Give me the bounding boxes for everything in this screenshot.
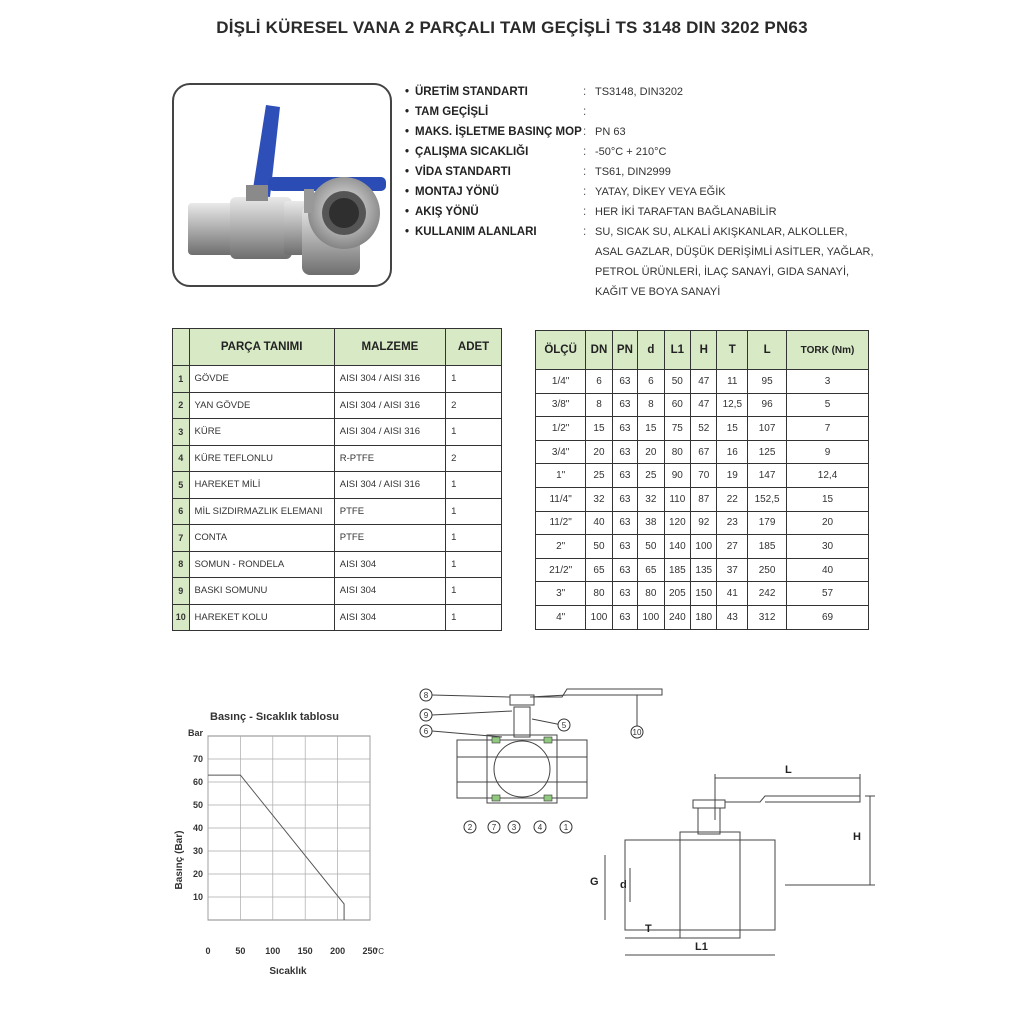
part-qty: 1: [446, 419, 502, 446]
dim-label-d: d: [620, 879, 627, 891]
dims-cell: 7: [787, 417, 869, 441]
size-cell: 3": [536, 582, 586, 606]
dims-cell: 15: [586, 417, 612, 441]
dims-cell: 240: [664, 605, 690, 629]
dims-cell: 69: [787, 605, 869, 629]
part-material: PTFE: [334, 498, 445, 525]
dims-cell: 312: [748, 605, 787, 629]
size-cell: 3/4": [536, 440, 586, 464]
part-name: HAREKET MİLİ: [189, 472, 334, 499]
spec-label: VİDA STANDARTI: [415, 166, 511, 178]
pressure-curve: [208, 775, 344, 920]
spec-label: ÜRETİM STANDARTI: [415, 86, 528, 98]
dims-cell: 63: [612, 464, 637, 488]
dims-row: [536, 417, 869, 441]
valve-photo-frame: [172, 83, 392, 287]
y-tick-label: 50: [192, 800, 203, 810]
dims-cell: 63: [612, 535, 637, 559]
part-number: 7: [173, 525, 190, 552]
callout-label: 5: [561, 721, 567, 730]
dims-cell: 38: [638, 511, 664, 535]
dims-cell: 205: [664, 582, 690, 606]
part-name: YAN GÖVDE: [189, 392, 334, 419]
part-name: GÖVDE: [189, 366, 334, 393]
dims-cell: 65: [586, 558, 612, 582]
part-material: PTFE: [334, 525, 445, 552]
x-tick-label: 0: [205, 946, 211, 956]
dims-cell: 11: [717, 370, 748, 394]
y-tick-label: 60: [192, 777, 203, 787]
dims-cell: 5: [787, 393, 869, 417]
spec-row: • KULLANIM ALANLARI : SU, SICAK SU, ALKALİ AKIŞKANLAR, ALKOLLER,: [405, 222, 925, 242]
spec-label: KULLANIM ALANLARI: [415, 226, 537, 238]
parts-header-row: [173, 329, 502, 366]
part-qty: 1: [446, 366, 502, 393]
parts-header-number: [173, 329, 190, 366]
spec-value: TS61, DIN2999: [595, 166, 671, 178]
dims-row: [536, 605, 869, 629]
spec-value-continued: ASAL GAZLAR, DÜŞÜK DERİŞİMLİ ASİTLER, YAĞLAR,: [595, 246, 874, 258]
dims-cell: 70: [691, 464, 717, 488]
part-qty: 1: [446, 472, 502, 499]
dims-header-cell: TORK (Nm): [787, 331, 869, 370]
dims-cell: 135: [691, 558, 717, 582]
dims-cell: 9: [787, 440, 869, 464]
spec-value: PN 63: [595, 126, 626, 138]
part-material: AISI 304 / AISI 316: [334, 472, 445, 499]
part-qty: 1: [446, 604, 502, 631]
dim-label-T: T: [645, 923, 652, 935]
part-name: CONTA: [189, 525, 334, 552]
dims-cell: 63: [612, 558, 637, 582]
size-cell: 11/4": [536, 487, 586, 511]
dims-cell: 100: [691, 535, 717, 559]
dims-cell: 110: [664, 487, 690, 511]
dim-label-L: L: [785, 764, 792, 776]
parts-row: [173, 392, 502, 419]
part-name: HAREKET KOLU: [189, 604, 334, 631]
dims-cell: 80: [638, 582, 664, 606]
part-number: 4: [173, 445, 190, 472]
y-tick-label: 70: [192, 754, 203, 764]
spec-label: TAM GEÇİŞLİ: [415, 106, 489, 118]
dims-row: [536, 558, 869, 582]
spec-label: AKIŞ YÖNÜ: [415, 206, 479, 218]
dims-cell: 75: [664, 417, 690, 441]
spec-value: YATAY, DİKEY VEYA EĞİK: [595, 186, 726, 198]
parts-row: [173, 604, 502, 631]
size-cell: 11/2": [536, 511, 586, 535]
spec-label: MONTAJ YÖNÜ: [415, 186, 499, 198]
spec-row-continued: [405, 242, 925, 262]
part-number: 1: [173, 366, 190, 393]
part-number: 2: [173, 392, 190, 419]
dims-cell: 147: [748, 464, 787, 488]
y-tick-label: 30: [192, 846, 203, 856]
dims-cell: 100: [586, 605, 612, 629]
parts-header-name: PARÇA TANIMI: [189, 329, 334, 366]
pressure-temperature-chart: [170, 700, 390, 990]
dims-cell: 22: [717, 487, 748, 511]
dims-cell: 90: [664, 464, 690, 488]
dims-header-cell: d: [638, 331, 664, 370]
parts-row: [173, 525, 502, 552]
dims-cell: 63: [612, 440, 637, 464]
dims-row: [536, 511, 869, 535]
size-cell: 3/8": [536, 393, 586, 417]
part-qty: 2: [446, 445, 502, 472]
dims-cell: 50: [664, 370, 690, 394]
parts-row: [173, 578, 502, 605]
dims-cell: 140: [664, 535, 690, 559]
dims-row: [536, 582, 869, 606]
dims-cell: 50: [638, 535, 664, 559]
part-material: AISI 304 / AISI 316: [334, 392, 445, 419]
dims-cell: 8: [586, 393, 612, 417]
dims-cell: 20: [787, 511, 869, 535]
dims-cell: 60: [664, 393, 690, 417]
dims-cell: 19: [717, 464, 748, 488]
dims-cell: 20: [586, 440, 612, 464]
dims-header-cell: L1: [664, 331, 690, 370]
part-material: AISI 304 / AISI 316: [334, 366, 445, 393]
part-name: BASKI SOMUNU: [189, 578, 334, 605]
spec-value: HER İKİ TARAFTAN BAĞLANABİLİR: [595, 206, 777, 218]
dims-row: [536, 370, 869, 394]
dims-cell: 8: [638, 393, 664, 417]
dim-label-H: H: [853, 831, 861, 843]
size-cell: 4": [536, 605, 586, 629]
dims-header-cell: PN: [612, 331, 637, 370]
dims-cell: 242: [748, 582, 787, 606]
dims-cell: 30: [787, 535, 869, 559]
y-tick-label: 10: [192, 892, 203, 902]
dims-cell: 25: [586, 464, 612, 488]
callout-label: 2: [467, 823, 473, 832]
dimension-drawing: [585, 760, 885, 970]
dims-header-row: [536, 331, 869, 370]
part-material: R-PTFE: [334, 445, 445, 472]
x-tick-label: 50: [235, 946, 246, 956]
spec-value: -50°C + 210°C: [595, 146, 667, 158]
part-qty: 1: [446, 551, 502, 578]
dims-cell: 96: [748, 393, 787, 417]
callout-label: 1: [563, 823, 569, 832]
part-qty: 1: [446, 498, 502, 525]
dims-cell: 41: [717, 582, 748, 606]
callout-label: 3: [511, 823, 517, 832]
dims-cell: 63: [612, 582, 637, 606]
spec-row: • MONTAJ YÖNÜ : YATAY, DİKEY VEYA EĞİK: [405, 182, 925, 202]
dims-cell: 6: [586, 370, 612, 394]
part-material: AISI 304: [334, 578, 445, 605]
dims-cell: 32: [586, 487, 612, 511]
chart-y-label: Basınç (Bar): [174, 830, 185, 890]
dims-cell: 12,5: [717, 393, 748, 417]
spec-label: ÇALIŞMA SICAKLIĞI: [415, 146, 529, 158]
chart-title: Basınç - Sıcaklık tablosu: [210, 711, 339, 723]
dims-cell: 6: [638, 370, 664, 394]
x-tick-label: 250: [362, 946, 378, 956]
dims-cell: 3: [787, 370, 869, 394]
part-number: 3: [173, 419, 190, 446]
x-tick-label: 150: [297, 946, 313, 956]
parts-row: [173, 445, 502, 472]
dims-cell: 50: [586, 535, 612, 559]
spec-row: • TAM GEÇİŞLİ :: [405, 102, 925, 122]
callout-label: 10: [632, 728, 642, 737]
spec-value-continued: KAĞIT VE BOYA SANAYİ: [595, 286, 721, 298]
part-material: AISI 304: [334, 551, 445, 578]
part-material: AISI 304: [334, 604, 445, 631]
dims-cell: 250: [748, 558, 787, 582]
dims-cell: 63: [612, 417, 637, 441]
dims-cell: 107: [748, 417, 787, 441]
page-title: DİŞLİ KÜRESEL VANA 2 PARÇALI TAM GEÇİŞLİ TS 3148 DIN 3202 PN63: [216, 18, 808, 37]
dims-cell: 32: [638, 487, 664, 511]
dims-header-cell: T: [717, 331, 748, 370]
dims-cell: 152,5: [748, 487, 787, 511]
dims-header-cell: H: [691, 331, 717, 370]
callout-label: 7: [491, 823, 497, 832]
part-name: SOMUN - RONDELA: [189, 551, 334, 578]
dims-cell: 20: [638, 440, 664, 464]
size-cell: 1": [536, 464, 586, 488]
chart-x-label: Sıcaklık: [269, 966, 307, 977]
y-tick-label: 20: [192, 869, 203, 879]
dims-row: [536, 535, 869, 559]
parts-header-qty: ADET: [446, 329, 502, 366]
x-tick-label: 100: [265, 946, 281, 956]
dims-cell: 43: [717, 605, 748, 629]
part-number: 10: [173, 604, 190, 631]
size-cell: 1/2": [536, 417, 586, 441]
dims-cell: 87: [691, 487, 717, 511]
spec-value-continued: PETROL ÜRÜNLERİ, İLAÇ SANAYİ, GIDA SANAYİ,: [595, 266, 850, 278]
parts-row: [173, 551, 502, 578]
dims-cell: 180: [691, 605, 717, 629]
callout-label: 6: [423, 727, 429, 736]
part-qty: 2: [446, 392, 502, 419]
chart-unit-label: Bar: [188, 728, 204, 738]
part-number: 8: [173, 551, 190, 578]
spec-row-continued: [405, 262, 925, 282]
dims-cell: 25: [638, 464, 664, 488]
dims-cell: 120: [664, 511, 690, 535]
dims-cell: 63: [612, 393, 637, 417]
size-cell: 2": [536, 535, 586, 559]
dims-cell: 185: [664, 558, 690, 582]
dims-cell: 95: [748, 370, 787, 394]
part-name: KÜRE: [189, 419, 334, 446]
dims-cell: 40: [586, 511, 612, 535]
part-qty: 1: [446, 578, 502, 605]
chart-x-unit: °C: [375, 947, 384, 956]
spec-row: • MAKS. İŞLETME BASINÇ MOP : PN 63: [405, 122, 925, 142]
dims-cell: 63: [612, 511, 637, 535]
dims-cell: 100: [638, 605, 664, 629]
dims-cell: 125: [748, 440, 787, 464]
parts-row: [173, 472, 502, 499]
x-tick-label: 200: [330, 946, 346, 956]
dims-cell: 47: [691, 393, 717, 417]
dims-header-cell: ÖLÇÜ: [536, 331, 586, 370]
size-cell: 1/4": [536, 370, 586, 394]
dims-cell: 150: [691, 582, 717, 606]
spec-row: • AKIŞ YÖNÜ : HER İKİ TARAFTAN BAĞLANABİLİR: [405, 202, 925, 222]
dims-cell: 92: [691, 511, 717, 535]
spec-value: SU, SICAK SU, ALKALİ AKIŞKANLAR, ALKOLLER,: [595, 226, 848, 238]
dims-cell: 23: [717, 511, 748, 535]
dims-cell: 15: [787, 487, 869, 511]
dims-cell: 185: [748, 535, 787, 559]
dims-cell: 47: [691, 370, 717, 394]
spec-row-continued: [405, 282, 925, 302]
parts-header-material: MALZEME: [334, 329, 445, 366]
dims-header-cell: L: [748, 331, 787, 370]
dims-row: [536, 487, 869, 511]
dims-cell: 63: [612, 605, 637, 629]
parts-table: [172, 328, 502, 631]
part-qty: 1: [446, 525, 502, 552]
dims-cell: 57: [787, 582, 869, 606]
spec-list: [405, 82, 925, 302]
dims-cell: 65: [638, 558, 664, 582]
dim-label-G: G: [590, 876, 599, 888]
dims-cell: 37: [717, 558, 748, 582]
dim-label-L1: L1: [695, 941, 708, 953]
dims-cell: 16: [717, 440, 748, 464]
size-cell: 21/2": [536, 558, 586, 582]
part-number: 6: [173, 498, 190, 525]
dims-cell: 63: [612, 487, 637, 511]
dims-row: [536, 464, 869, 488]
parts-row: [173, 366, 502, 393]
part-name: MİL SIZDIRMAZLIK ELEMANI: [189, 498, 334, 525]
dims-cell: 52: [691, 417, 717, 441]
part-name: KÜRE TEFLONLU: [189, 445, 334, 472]
ball-valve-photo: [174, 85, 390, 285]
callout-label: 4: [537, 823, 543, 832]
dims-header-cell: DN: [586, 331, 612, 370]
dims-cell: 63: [612, 370, 637, 394]
dims-cell: 15: [717, 417, 748, 441]
y-tick-label: 40: [192, 823, 203, 833]
parts-row: [173, 498, 502, 525]
callout-label: 8: [423, 691, 429, 700]
spec-row: • ÜRETİM STANDARTI : TS3148, DIN3202: [405, 82, 925, 102]
part-number: 9: [173, 578, 190, 605]
callout-label: 9: [423, 711, 429, 720]
dims-cell: 27: [717, 535, 748, 559]
dims-row: [536, 393, 869, 417]
dims-cell: 179: [748, 511, 787, 535]
dimensions-table: [535, 330, 869, 630]
spec-value: TS3148, DIN3202: [595, 86, 684, 98]
parts-row: [173, 419, 502, 446]
dims-cell: 80: [664, 440, 690, 464]
spec-value: [595, 102, 885, 122]
dims-cell: 12,4: [787, 464, 869, 488]
part-material: AISI 304 / AISI 316: [334, 419, 445, 446]
dims-row: [536, 440, 869, 464]
spec-row: • ÇALIŞMA SICAKLIĞI : -50°C + 210°C: [405, 142, 925, 162]
dims-cell: 40: [787, 558, 869, 582]
pt-chart-svg: [170, 700, 390, 990]
dims-cell: 15: [638, 417, 664, 441]
dims-cell: 80: [586, 582, 612, 606]
part-number: 5: [173, 472, 190, 499]
spec-label: MAKS. İŞLETME BASINÇ MOP: [415, 126, 582, 138]
spec-row: • VİDA STANDARTI : TS61, DIN2999: [405, 162, 925, 182]
dims-cell: 67: [691, 440, 717, 464]
